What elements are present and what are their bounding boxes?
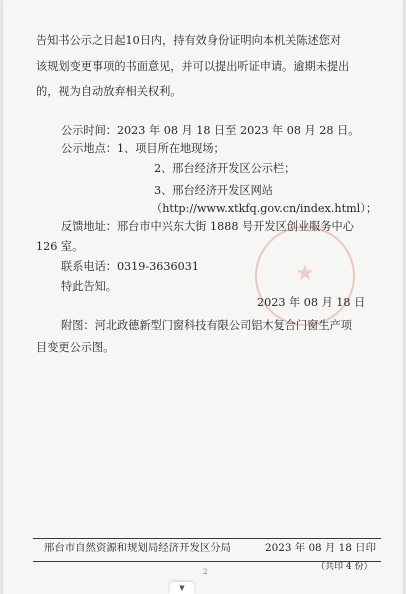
publicity-location-3: 3、邢台经济开发区网站	[154, 184, 273, 197]
footer-copies: （共印 4 份）	[316, 562, 373, 572]
feedback-address: 反馈地址：邢台市中兴东大街 1888 号开发区创业服务中心	[61, 220, 354, 233]
footer-print-date: 2023 年 08 月 18 日印	[265, 542, 376, 554]
chevron-down-icon: ▼	[179, 584, 185, 592]
seal-star-icon: ★	[295, 261, 315, 286]
document-page	[3, 0, 403, 594]
signature-date: 2023 年 08 月 18 日	[257, 296, 366, 309]
footer-rule-top	[33, 538, 381, 539]
attachment-note: 附图：河北政德新型门窗科技有限公司铝木复合门窗生产项	[61, 319, 352, 332]
scroll-down-button[interactable]	[170, 582, 194, 594]
publicity-location-2: 2、邢台经济开发区公示栏；	[154, 162, 296, 175]
publicity-time: 公示时间：2023 年 08 月 18 日至 2023 年 08 月 28 日。	[61, 124, 360, 137]
attachment-note-cont: 目变更公示图。	[36, 341, 115, 354]
contact-phone: 联系电话：0319-3636031	[61, 260, 200, 273]
body-line: 的，视为自动放弃相关权利。	[36, 85, 182, 98]
feedback-address-cont: 126 室。	[36, 240, 84, 253]
page-number: 2	[203, 568, 208, 576]
body-line: 告知书公示之日起10日内，持有效身份证明向本机关陈述您对	[36, 34, 342, 47]
official-seal	[255, 226, 355, 326]
footer-issuer: 邢台市自然资源和规划局经济开发区分局	[44, 542, 232, 554]
body-line: 该规划变更事项的书面意见，并可以提出听证申请。逾期未提出	[36, 60, 350, 73]
website-link[interactable]: （http://www.xtkfq.gov.cn/index.html）；	[151, 202, 378, 215]
publicity-location-1: 公示地点：1、项目所在地现场；	[61, 142, 225, 155]
closing-phrase: 特此告知。	[61, 280, 117, 293]
